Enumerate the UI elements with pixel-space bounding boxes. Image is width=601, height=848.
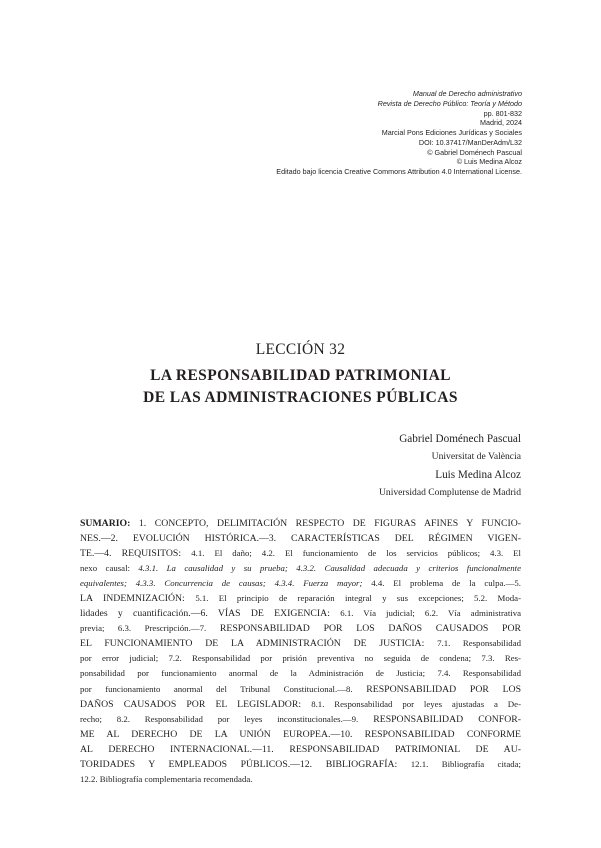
summary-line: 12.2. Bibliografía complementaria recomendada. [80, 773, 253, 784]
summary-line: AL DERECHO INTERNACIONAL.—11. RESPONSABILIDAD PATRIMONIAL DE AU- [80, 743, 522, 755]
summary-line: NES.—2. EVOLUCIÓN HISTÓRICA.—3. CARACTERÍSTICAS DEL RÉGIMEN VIGEN- [80, 533, 521, 545]
lesson-heading [0, 340, 601, 409]
summary-line: ponsabilidad por funcionamiento anormal de la Administración de Justicia; 7.4. Responsabilidad [80, 668, 521, 679]
summary-line: recho; 8.2. Responsabilidad por leyes inconstitucionales.—9. RESPONSABILIDAD CONFOR- [80, 713, 521, 725]
summary-label: SUMARIO: [80, 518, 131, 529]
page-range: pp. 801-832 [483, 108, 522, 118]
lesson-title-line-1: LA RESPONSABILIDAD PATRIMONIAL [150, 367, 451, 384]
summary-line: DAÑOS CAUSADOS POR EL LEGISLADOR: 8.1. Responsabilidad por leyes ajustadas a De- [80, 698, 521, 710]
author-affiliation: Universidad Complutense de Madrid [378, 487, 521, 498]
summary-line: nexo causal: 4.3.1. La causalidad y su prueba; 4.3.2. Causalidad adecuada y criterios funcionalmente [80, 563, 521, 574]
lesson-title [0, 365, 601, 409]
summary-paragraph [80, 516, 521, 787]
copyright-2: © Luis Medina Alcoz [456, 157, 522, 167]
summary-line: SUMARIO: 1. CONCEPTO, DELIMITACIÓN RESPECTO DE FIGURAS AFINES Y FUNCIO- [80, 518, 522, 529]
publication-metadata [162, 89, 522, 177]
summary-line: por funcionamiento anormal del Tribunal Constitucional.—8. RESPONSABILIDAD POR LOS [80, 683, 522, 695]
author-name: Luis Medina Alcoz [435, 469, 521, 481]
author-name: Gabriel Doménech Pascual [399, 433, 521, 445]
series-title: Revista de Derecho Público: Teoría y Método [377, 98, 522, 108]
author-block [379, 468, 521, 499]
summary-line: LA INDEMNIZACIÓN: 5.1. El principio de reparación integral y sus excepciones; 5.2. Moda- [80, 593, 521, 605]
copyright-1: © Gabriel Doménech Pascual [427, 147, 522, 157]
summary-line: lidades y cuantificación.—6. VÍAS DE EXIGENCIA: 6.1. Vía judicial; 6.2. Vía administrativa [80, 608, 522, 620]
summary-line: TORIDADES Y EMPLEADOS PÚBLICOS.—12. BIBLIOGRAFÍA: 12.1. Bibliografía citada; [80, 758, 521, 770]
summary-line: por error judicial; 7.2. Responsabilidad por prisión preventiva no seguida de condena; 7.3. Res- [80, 653, 521, 664]
summary-line: EL FUNCIONAMIENTO DE LA ADMINISTRACIÓN DE JUSTICIA: 7.1. Responsabilidad [80, 638, 522, 650]
summary-line: equivalentes; 4.3.3. Concurrencia de causas; 4.3.4. Fuerza mayor; 4.4. El problema de la culpa.—5. [80, 578, 521, 589]
summary-line: TE.—4. REQUISITOS: 4.1. El daño; 4.2. El funcionamiento de los servicios públicos; 4.3. El [80, 548, 522, 560]
summary-line: ME AL DERECHO DE LA UNIÓN EUROPEA.—10. RESPONSABILIDAD CONFORME [80, 728, 521, 740]
author-block [399, 432, 521, 463]
publisher: Marcial Pons Ediciones Jurídicas y Sociales [381, 128, 522, 137]
summary-line: previa; 6.3. Prescripción.—7. RESPONSABILIDAD POR LOS DAÑOS CAUSADOS POR [80, 623, 522, 635]
lesson-title-line-2: DE LAS ADMINISTRACIONES PÚBLICAS [143, 389, 458, 406]
author-affiliation: Universitat de València [431, 451, 521, 462]
place-year: Madrid, 2024 [480, 118, 522, 128]
license-note: Editado bajo licencia Creative Commons Attribution 4.0 International License. [276, 167, 522, 176]
lesson-number: LECCIÓN 32 [255, 341, 346, 358]
doi: DOI: 10.37417/ManDerAdm/L32 [418, 137, 522, 147]
book-title: Manual de Derecho administrativo [412, 89, 522, 98]
